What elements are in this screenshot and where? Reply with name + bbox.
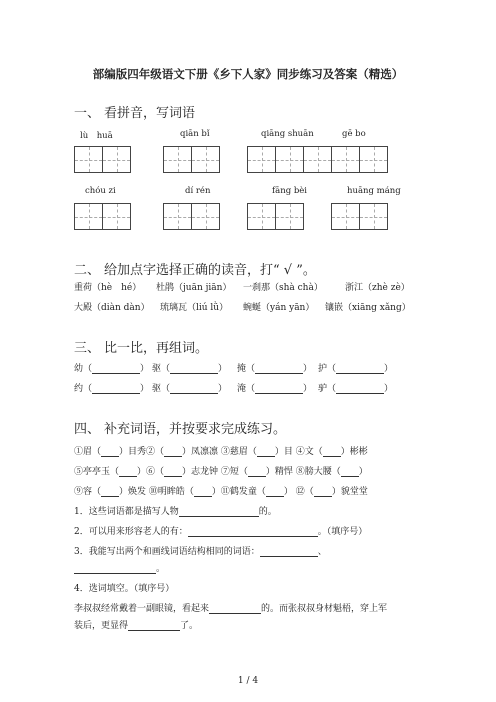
pron-item-4: 浙江（zhè zè） [345, 283, 410, 293]
section-title: 看拼音，写词语 [104, 106, 196, 121]
pron-item-2: 杜鹃（juān jiān） [156, 283, 232, 293]
compare-item-7: 淹（ ） [237, 384, 313, 394]
pron-item-5: 大殿（diàn dàn） [74, 303, 150, 313]
section-title: 给加点字选择正确的读音，打“ √ ”。 [104, 263, 316, 278]
section-number: 二、 [74, 263, 101, 278]
idiom-line-1: ①眉（ ）目秀②（ ）凤凛凛 ③慈眉（ ）目 ④文（ ）彬彬 [74, 447, 368, 457]
writing-grid-5[interactable] [74, 203, 131, 230]
section-number: 三、 [74, 341, 101, 356]
pron-item-1: 重荷（hè hé） [74, 283, 142, 293]
writing-grid-4[interactable] [331, 146, 388, 173]
pron-item-6: 琉璃瓦（liú lǜ） [160, 303, 229, 313]
section-4-heading [74, 418, 286, 437]
pinyin-7: fāng bèi [272, 186, 308, 196]
section-title: 比一比，再组词。 [104, 341, 209, 356]
pinyin-4: gē bo [342, 129, 366, 139]
idiom-line-3: ⑨容（ ）焕发 ⑩明眸皓（ ）⑪鹤发童（ ） ⑫（ ）貌堂堂 [74, 487, 368, 497]
question-4-para-1: 李叔叔经常戴着一副眼镜，看起来 的。而张叔叔身材魁梧，穿上军 [74, 604, 388, 614]
writing-grid-2[interactable] [163, 146, 220, 173]
pron-item-7: 蜿蜒（yán yān） [243, 303, 315, 313]
writing-grid-8[interactable] [331, 203, 388, 230]
pinyin-8: huāng máng [347, 186, 401, 196]
compare-item-5: 约（ ） [74, 384, 150, 394]
writing-grid-6[interactable] [163, 203, 220, 230]
question-4: 4．选词填空。（填序号） [74, 584, 175, 594]
idiom-line-2: ⑤亭亭玉（ ）⑥（ ）志龙钟 ⑦短（ ）精悍 ⑧膀大腰（ ） [74, 467, 368, 477]
question-1: 1．这些词语都是描写人物 的。 [74, 507, 277, 517]
compare-item-4: 护（ ） [318, 364, 394, 374]
pinyin-5: chóu zi [85, 186, 116, 196]
pinyin-3: qiāng shuān [261, 129, 314, 139]
page-number: 1 / 4 [237, 676, 259, 686]
question-3: 3．我能写出两个和画线词语结构相同的词语： 、 [74, 547, 327, 557]
writing-grid-7[interactable] [247, 203, 304, 230]
compare-item-3: 掩（ ） [237, 364, 313, 374]
section-1-heading [74, 102, 195, 121]
compare-item-1: 幼（ ） [74, 364, 150, 374]
compare-item-2: 驱（ ） [152, 364, 228, 374]
compare-item-6: 驱（ ） [152, 384, 228, 394]
section-number: 四、 [74, 422, 101, 437]
pinyin-6: dí rén [185, 186, 211, 196]
pinyin-2: qiān bǐ [180, 129, 210, 139]
document-title: 部编版四年级语文下册《乡下人家》同步练习及答案（精选） [92, 67, 404, 81]
section-title: 补充词语，并按要求完成练习。 [104, 422, 287, 437]
question-2: 2．可以用来形容老人的有： 。（填序号） [74, 527, 368, 537]
pron-item-3: 一刹那（shà chà） [243, 283, 323, 293]
section-2-heading [74, 259, 316, 278]
writing-grid-3[interactable] [247, 146, 332, 173]
question-3-cont: 。 [74, 561, 165, 574]
writing-grid-1[interactable] [74, 146, 131, 173]
section-number: 一、 [74, 106, 101, 121]
question-4-para-2: 装后，更显得 了。 [74, 621, 199, 631]
pinyin-1: lù huā [80, 131, 113, 141]
pron-item-8: 镶嵌（xiāng xǎng） [325, 303, 411, 313]
compare-item-8: 驴（ ） [318, 384, 394, 394]
section-3-heading [74, 337, 208, 356]
